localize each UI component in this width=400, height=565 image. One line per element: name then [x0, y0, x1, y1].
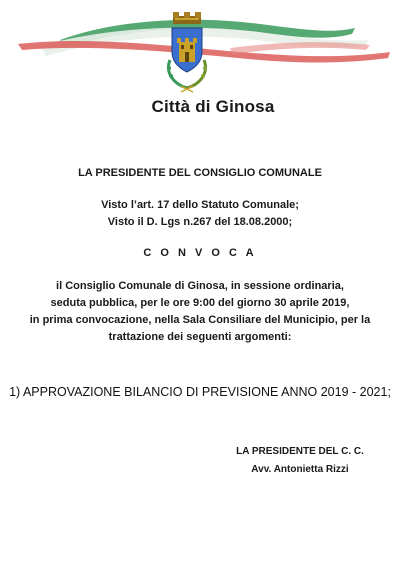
signature-role: LA PRESIDENTE DEL C. C. [236, 446, 364, 457]
city-name-heading: Città di Ginosa [151, 97, 275, 116]
signature-name: Avv. Antonietta Rizzi [251, 464, 349, 475]
body-line: seduta pubblica, per le ore 9:00 del giorno 30 aprile 2019, [50, 297, 350, 309]
convoca-heading: C O N V O C A [143, 247, 257, 259]
agenda-item: 1) APPROVAZIONE BILANCIO DI PREVISIONE ANNO 2019 - 2021; [9, 385, 391, 399]
body-line: trattazione dei seguenti argomenti: [108, 331, 292, 343]
signature-block [200, 443, 400, 479]
legal-references [0, 197, 400, 231]
reference-line: Visto il D. Lgs n.267 del 18.08.2000; [107, 216, 293, 228]
municipal-header-emblem [0, 0, 400, 100]
convocation-body [0, 278, 400, 346]
document-title: LA PRESIDENTE DEL CONSIGLIO COMUNALE [78, 167, 322, 179]
reference-line: Visto l’art. 17 dello Statuto Comunale; [101, 199, 299, 211]
flag-ribbon-icon [18, 20, 390, 63]
body-line: in prima convocazione, nella Sala Consiliare del Municipio, per la [29, 314, 371, 326]
body-line: il Consiglio Comunale di Ginosa, in sessione ordinaria, [56, 280, 344, 292]
city-crest-icon [167, 12, 207, 92]
